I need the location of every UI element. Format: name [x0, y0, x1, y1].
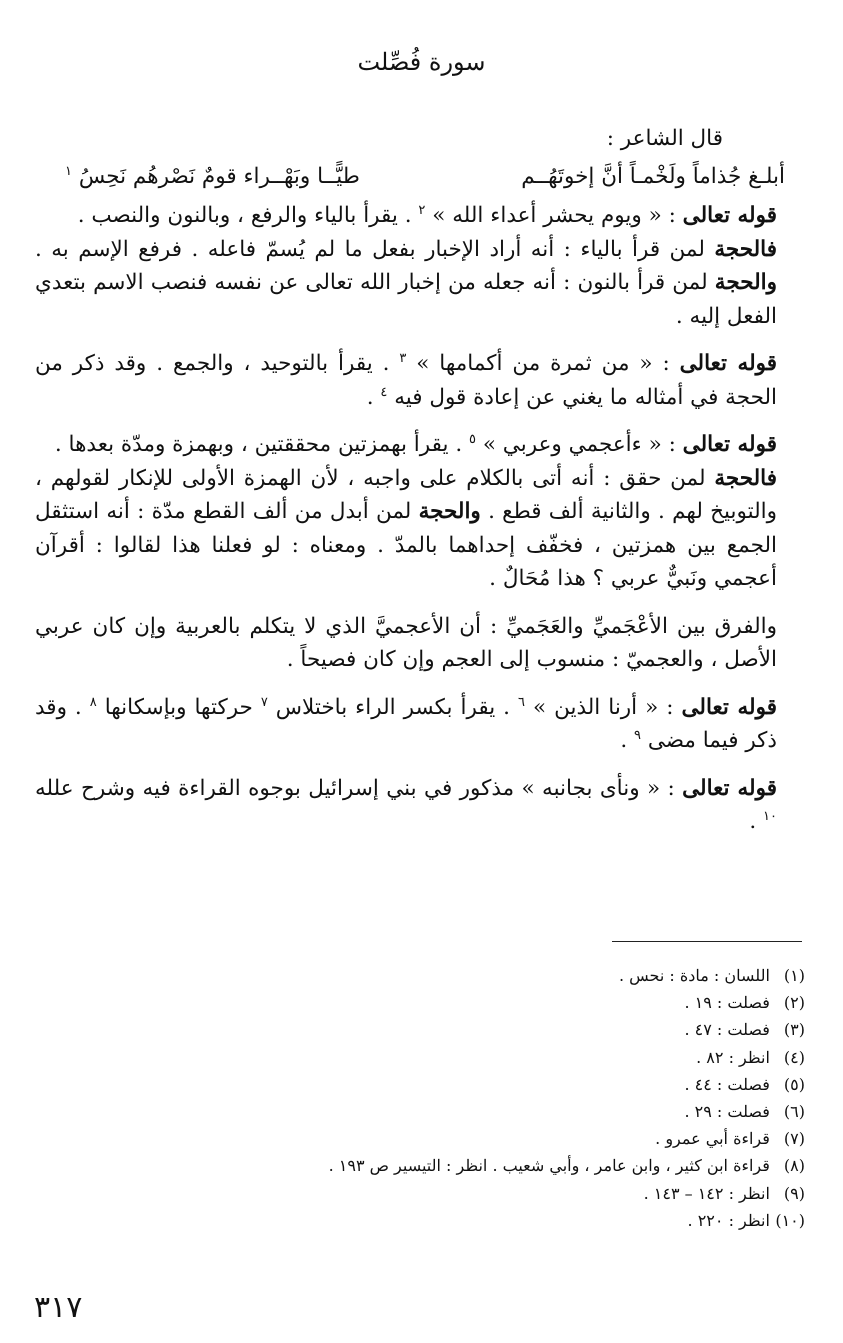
footnote: (٤) انظر : ٨٢ . [696, 1047, 805, 1067]
footnote: (١) اللسان : مادة : نحس . [618, 966, 805, 985]
paragraph: قوله تعالى : « ونأى بجانبه » مذكور في بني إسرائيل بوجوه القراءة فيه وشرح علله $^{١٠}$ . [35, 775, 777, 834]
footnote-ref: ١ [65, 163, 72, 179]
poetry-verse [35, 160, 793, 194]
footnote-ref: ٥ [469, 431, 476, 447]
paragraph: قوله تعالى : « أرنا الذين » $^٦$ . يقرأ بكسر الراء باختلاس $^٧$ حركتها وبإسكانها $^٨$ . وقد ذكر فيما مضى $^٩$ . [35, 694, 777, 753]
running-header: سورة فُصِّلت [357, 48, 486, 76]
footnote: (٧) قراءة أبي عمرو . [655, 1129, 805, 1149]
poet-intro: قال الشاعر : [606, 126, 723, 151]
footnote-ref: ٦ [518, 694, 525, 710]
footnote: (٥) فصلت : ٤٤ . [684, 1074, 805, 1094]
footnote-ref: ٩ [634, 727, 641, 743]
verse-first-hemistich: أبلـغ جُذاماً ولَخْمـاً أنَّ إخوتَهُــم [521, 163, 785, 189]
footnote-divider [612, 941, 802, 942]
footnote-ref: ٣ [399, 350, 407, 366]
footnote: (٢) فصلت : ١٩ . [684, 993, 805, 1013]
footnotes [245, 962, 805, 1234]
page-number: ٣١٧ [34, 1290, 83, 1325]
footnote-ref: ٧ [260, 694, 268, 710]
paragraph: والفرق بين الأعْجَميِّ والعَجَميِّ : أن الأعجميَّ الذي لا يتكلم بالعربية وإن كان عربي الأصل ، والعجميّ : منسوب إلى العجم وإن كان فصيحاً . [35, 613, 777, 672]
footnote-ref: ٨ [89, 694, 97, 710]
paragraph: قوله تعالى : « من ثمرة من أكمامها » $^٣$ . يقرأ بالتوحيد ، والجمع . وقد ذكر من الحجة في أمثاله ما يغني عن إعادة قول فيه $^٤$ . [35, 350, 778, 410]
footnote: (٣) فصلت : ٤٧ . [684, 1020, 805, 1040]
paragraph: قوله تعالى : « ويوم يحشر أعداء الله » $^٢$ . يقرأ بالياء والرفع ، وبالنون والنصب . فالحجة لمن قرأ بالياء : أنه أراد الإخبار بفعل ما لم يُسمّ فاعله . فرفع الإسم به . والحجة لمن قرأ بالنون : أنه جعله من إخبار الله تعالى عن نفسه فنصب الاسم بتعدي الفعل إليه . [35, 202, 777, 329]
footnote-ref: ١٠ [763, 808, 777, 824]
paragraph: قوله تعالى : « ءأعجمي وعربي » $^٥$ . يقرأ بهمزتين محققتين ، وبهمزة ومدّة بعدها . فالحجة لمن حقق : أنه أتى بالكلام على واجبه ، لأن الهمزة الأولى للإنكار لقولهم ، والتوبيخ لهم . والثانية ألف قطع . والحجة لمن أبدل من ألف القطع مدّة : أنه استثقل الجمع بين همزتين ، فخفّف إحداهما بالمدّ . ومعناه : لو فعلنا هذا لقالوا : أقرآن أعجمي ونَبيٌّ عربي ؟ هذا مُحَالٌ . [35, 431, 777, 591]
footnote: (٦) فصلت : ٢٩ . [684, 1102, 805, 1122]
verse-second-hemistich: طيًّــا وبَهْــراء قومٌ نَصْرهُم نَحِسُ $^١$ [65, 163, 360, 189]
footnote-ref: ٢ [418, 202, 426, 218]
main-text [35, 122, 793, 853]
footnote-ref: ٤ [380, 384, 388, 400]
footnote: (٨) قراءة ابن كثير ، وابن عامر ، وأبي شعيب . انظر : التيسير ص ١٩٣ . [328, 1156, 805, 1176]
footnote: (١٠) انظر : ٢٢٠ . [687, 1210, 805, 1230]
footnote: (٩) انظر : ١٤٢ – ١٤٣ . [643, 1183, 805, 1203]
